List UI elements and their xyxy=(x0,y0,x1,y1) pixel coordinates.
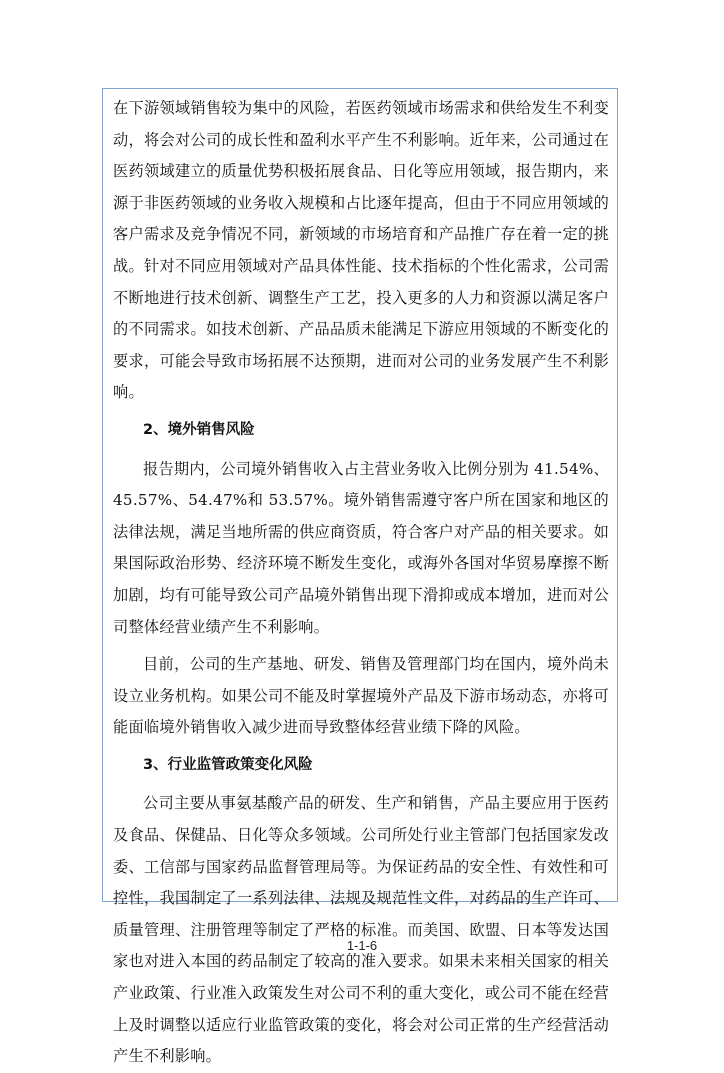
page-number: 1-1-6 xyxy=(346,938,378,953)
paragraph-overseas-operations: 目前，公司的生产基地、研发、销售及管理部门均在国内，境外尚未设立业务机构。如果公司不能及时掌握境外产品及下游市场动态，亦将可能面临境外销售收入减少进而导致整体经营业绩下降的风险。 xyxy=(113,655,609,737)
paragraph-regulatory-policy: 公司主要从事氨基酸产品的研发、生产和销售，产品主要应用于医药及食品、保健品、日化等众多领域。公司所处行业主管部门包括国家发改委、工信部与国家药品监督管理局等。为保证药品的安全性、有效性和可控性，我国制定了一系列法律、法规及规范性文件，对药品的生产许可、质量管理、注册管理等制定了严格的标准。而美国、欧盟、日本等发达国家也对进入本国的药品制定了较高的准入要求。如果未来相关国家的相关产业政策、行业准入政策发生对公司不利的重大变化，或公司不能在经营上及时调整以适应行业监管政策的变化，将会对公司正常的生产经营活动产生不利影响。 xyxy=(113,794,609,1066)
section-heading-overseas-sales-risk: 2、境外销售风险 xyxy=(143,421,255,438)
document-body xyxy=(113,93,609,1073)
section-heading-regulatory-policy-risk: 3、行业监管政策变化风险 xyxy=(143,756,313,773)
continued-paragraph: 在下游领域销售较为集中的风险，若医药领域市场需求和供给发生不利变动，将会对公司的成长性和盈利水平产生不利影响。近年来，公司通过在医药领域建立的质量优势积极拓展食品、日化等应用领域，报告期内，来源于非医药领域的业务收入规模和占比逐年提高，但由于不同应用领域的客户需求及竞争情况不同，新领域的市场培育和产品推广存在着一定的挑战。针对不同应用领域对产品具体性能、技术指标的个性化需求，公司需不断地进行技术创新、调整生产工艺，投入更多的人力和资源以满足客户的不同需求。如技术创新、产品品质未能满足下游应用领域的不断变化的要求，可能会导致市场拓展不达预期，进而对公司的业务发展产生不利影响。 xyxy=(113,99,609,402)
paragraph-overseas-sales-ratio: 报告期内，公司境外销售收入占主营业务收入比例分别为 41.54%、45.57%、54.47%和 53.57%。境外销售需遵守客户所在国家和地区的法律法规，满足当地所需的供应商资质，符合客户对产品的相关要求。如果国际政治形势、经济环境不断发生变化，或海外各国对华贸易摩擦不断加剧，均有可能导致公司产品境外销售出现下滑抑或成本增加，进而对公司整体经营业绩产生不利影响。 xyxy=(113,459,609,636)
